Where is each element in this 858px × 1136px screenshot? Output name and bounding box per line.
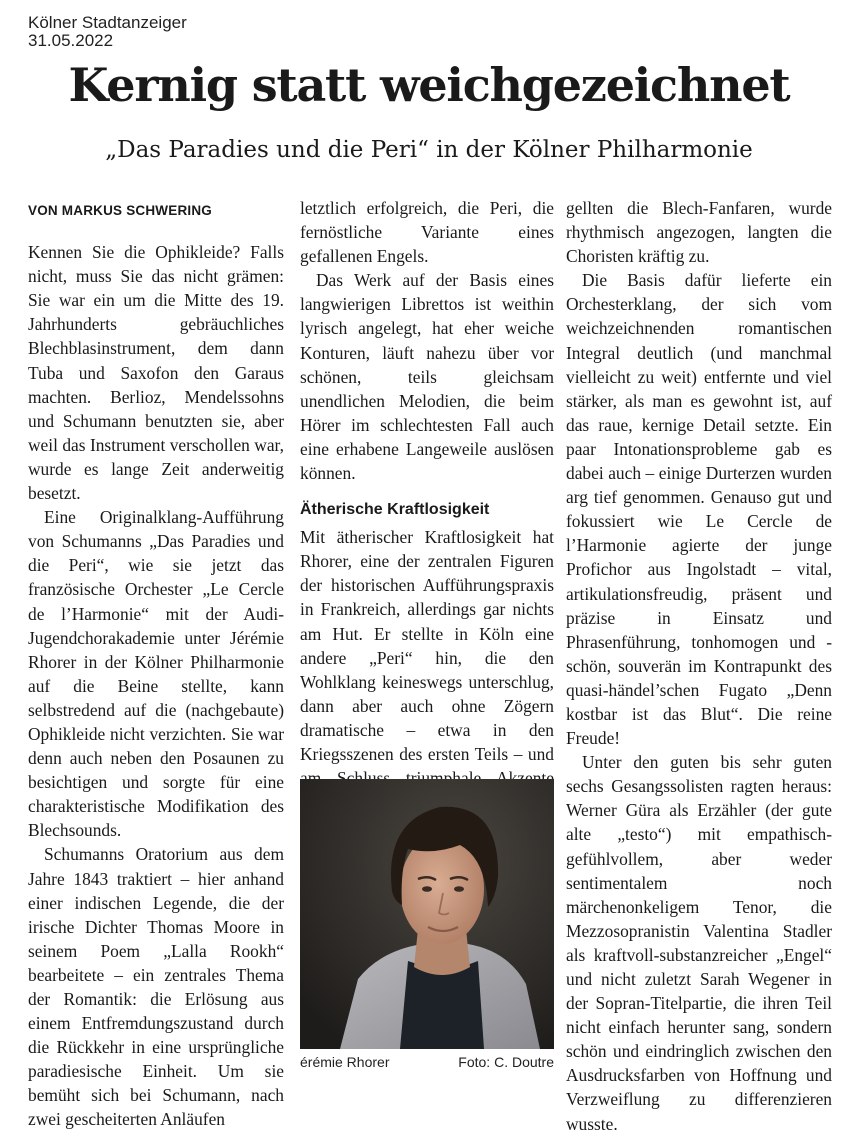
paragraph: Eine Originalklang-Aufführung von Schumanns „Das Paradies und die Peri“, wie sie jetzt das französische Orchester „Le Cercle de l’Harmonie“ mit der Audi-Jugendchorakademie unter Jérémie Rhorer in der Kölner Philharmonie auf die Beine stellte, kann selbstredend auf die (nachgebaute) Ophikleide nicht verzichten. Sie war denn auch neben den Posaunen zu besichtigen und sorgte für eine charakteristische Modifikation des Blechsounds. — [28, 507, 284, 841]
portrait-illustration — [300, 779, 554, 1049]
column-3 — [566, 196, 832, 1136]
section-heading: Ätherische Kraftlosigkeit — [300, 501, 490, 519]
paragraph: Kennen Sie die Ophikleide? Falls nicht, muss Sie das nicht grämen: Sie war ein um die Mitte des 19. Jahrhunderts gebräuchliches Blechblasinstrument, dem dann Tuba und Saxofon den Garaus machten. Berlioz, Mendelssohns und Schumann benutzten sie, aber weil das Instrument verschollen war, wurde es lange Zeit anderweitig besetzt. — [28, 242, 284, 504]
paragraph: Unter den guten bis sehr guten sechs Gesangssolisten ragten heraus: Werner Güra als Erzähler (der gute alte „testo“) mit empathisch-gefühlvollem, aber weder sentimentalem noch märchenonkeligem Tenor, die Mezzosopranistin Valentina Stadler als kraftvoll-substanzreicher „Engel“ und nicht zuletzt Sarah Wegener in der Sopran-Titelpartie, die ihren Teil nicht einfach herunter sang, sondern schön und eindringlich zwischen den Ausdrucksfarben von Hoffnung und Verzweiflung zu differenzieren wusste. — [566, 752, 832, 1134]
publication-name: Kölner Stadtanzeiger — [28, 13, 187, 32]
byline: VON MARKUS SCHWERING — [28, 203, 213, 218]
headline: Kernig statt weichgezeichnet — [68, 58, 790, 112]
eye-right — [454, 886, 464, 892]
source-line — [28, 14, 187, 50]
paragraph: Die Basis dafür lieferte ein Orchesterklang, der sich vom weichzeichnenden romantischen Integral deutlich (und manchmal vielleicht zu weit) entfernte und viel stärker, als man es gewohnt ist, auf das raue, kernige Detail setzte. Ein paar Intonationsprobleme gab es dabei auch – einige Durterzen wurden arg tief genommen. Genauso gut und fokussiert wie Le Cercle de l’Harmonie agierte der junge Profichor aus Ingolstadt – vital, artikulationsfreudig, präsent und präzise in Einsatz und Phrasenführung, tonhomogen und -schön, souverän im Kontrapunkt des quasi-händel’schen Fugato „Denn kostbar ist das Blut“. Die reine Freude! — [566, 270, 832, 749]
eye-left — [422, 886, 432, 892]
paragraph: Schumanns Oratorium aus dem Jahre 1843 traktiert – hier anhand einer indischen Legende, die der irische Dichter Thomas Moore in seinem Poem „Lalla Rookh“ bearbeitete – ein zentrales Thema der Romantik: die Erlösung aus einem Entfremdungszustand durch die Rückkehr in eine ursprüngliche paradiesische Einheit. Um sie bemüht sich bei Schumann, nach zwei gescheiterten Anläufen — [28, 844, 284, 1130]
column-1 — [28, 196, 284, 1132]
paragraph: Das Werk auf der Basis eines langwierigen Librettos ist weithin lyrisch angelegt, hat eher weiche Konturen, läuft nahezu über vor schönen, teils gleichsam unendlichen Melodien, die beim Hörer im schlechtesten Fall auch eine erhabene Langeweile auslösen können. — [300, 270, 554, 484]
subheadline: „Das Paradies und die Peri“ in der Kölner Philharmonie — [105, 137, 753, 163]
portrait-photo — [300, 779, 554, 1049]
caption-name: érémie Rhorer — [300, 1054, 390, 1070]
paragraph: letztlich erfolgreich, die Peri, die fernöstliche Variante eines gefallenen Engels. — [300, 198, 554, 267]
paragraph: Mit ätherischer Kraftlosigkeit hat Rhorer, eine der zentralen Figuren der historischen Aufführungspraxis in Frankreich, allerdings gar nichts am Hut. Er stellte in Köln eine andere „Peri“ hin, die den Wohlklang keineswegs unterschlug, dann aber auch ohne Zögern dramatische – etwa in den Kriegsszenen des ersten Teils – und — [300, 527, 554, 764]
caption-credit: Foto: C. Doutre — [458, 1054, 554, 1070]
photo-caption — [300, 1054, 554, 1070]
paragraph: gellten die Blech-Fanfaren, wurde rhythmisch angezogen, langten die Choristen kräftig zu. — [566, 198, 832, 267]
column-2 — [300, 196, 554, 814]
publication-date: 31.05.2022 — [28, 31, 114, 50]
